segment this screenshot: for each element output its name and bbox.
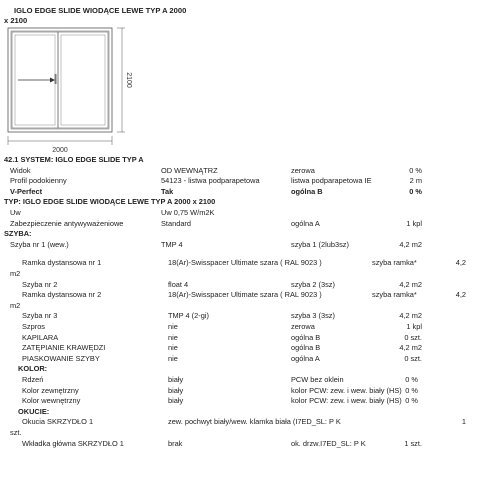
row-extra: ogólna B: [291, 186, 323, 196]
row-qty: 4,2 m2: [399, 239, 422, 249]
row-qty: 0 %: [409, 186, 422, 196]
row-unit-wrap: m2: [10, 300, 21, 310]
row-value: float 4: [168, 279, 189, 289]
row-extra: ogólna A: [291, 353, 320, 363]
row-label: Szyba nr 1 (wew.): [10, 239, 69, 249]
row-label: Uw: [10, 208, 21, 217]
document-title: IGLO EDGE SLIDE WIODĄCE LEWE TYP A 2000: [14, 6, 187, 15]
row-value: Tak: [161, 186, 174, 196]
row-value: Standard: [161, 218, 191, 228]
row-qty: 0 %: [409, 165, 422, 175]
row-label: Kolor zewnętrzny: [22, 385, 79, 395]
row-label: KAPILARA: [22, 332, 59, 342]
window-drawing: [0, 24, 140, 154]
row-label: Wkładka główna SKRZYDŁO 1: [22, 438, 124, 448]
right-glass: [61, 35, 105, 125]
row-label: Ramka dystansowa nr 2: [22, 290, 102, 300]
row-qty: 4,2 m2: [399, 279, 422, 289]
row-extra: szyba 2 (3sz): [291, 279, 335, 289]
row-extra: szyba 3 (3sz): [291, 311, 335, 321]
row-qty: 0 %: [405, 396, 418, 406]
row-extra: szyba ramka*: [372, 290, 417, 300]
row-value: biały: [168, 396, 184, 406]
row-value: 54123 - listwa podparapetowa: [161, 176, 260, 186]
row-unit-wrap: szt.: [10, 428, 22, 437]
row-label: Szyba nr 3: [22, 311, 58, 321]
row-qty: 0 %: [405, 385, 418, 395]
row-qty: 1: [461, 417, 466, 427]
row-label: Rdzeń: [22, 375, 44, 384]
fittings-heading: OKUCIE:: [18, 406, 50, 416]
slide-arrow-head: [50, 78, 55, 83]
row-label: PIASKOWANIE SZYBY: [22, 353, 100, 363]
row-value: nie: [168, 322, 178, 331]
row-label: Szyba nr 2: [22, 279, 58, 289]
row-value: nie: [168, 343, 178, 353]
row-unit-wrap: m2: [10, 269, 21, 278]
row-value: 18(Ar)-Swisspacer Ultimate szara ( RAL 9023 ): [168, 258, 322, 268]
row-value: TMP 4 (2-gi): [168, 311, 209, 321]
width-dimension-label: 2000: [52, 147, 68, 154]
row-value: nie: [168, 353, 178, 363]
row-extra: PCW bez oklein: [291, 375, 344, 384]
row-extra: ogólna B: [291, 332, 321, 342]
row-extra: szyba 1 (2lub3sz): [291, 239, 349, 249]
row-extra: listwa podparapetowa IE: [291, 176, 372, 186]
row-value: biały: [168, 375, 184, 384]
row-qty: 2 m: [409, 176, 422, 186]
row-qty: 1 szt.: [404, 438, 422, 448]
row-qty: 4,2 m2: [399, 343, 422, 353]
row-label: Ramka dystansowa nr 1: [22, 258, 102, 268]
row-extra: kolor PCW: zew. i wew. biały (HS): [291, 385, 402, 395]
row-value: nie: [168, 332, 178, 342]
row-value: brak: [168, 438, 183, 448]
row-qty: 0 szt.: [404, 353, 422, 363]
row-label: Widok: [10, 165, 31, 175]
color-heading: KOLOR:: [18, 364, 48, 374]
row-value: OD WEWNĄTRZ: [161, 165, 218, 175]
row-value: zew. pochwyt biały/wew. klamka biała (I7ED_SL: P K: [168, 417, 341, 427]
row-value: 18(Ar)-Swisspacer Ultimate szara ( RAL 9023 ): [168, 290, 322, 300]
row-qty: 4,2 m2: [399, 311, 422, 321]
row-extra: ogólna B: [291, 343, 321, 353]
row-qty: 1 kpl: [406, 322, 422, 331]
row-extra: ok. drzw.I7ED_SL: P K: [291, 438, 366, 448]
handle-icon: [55, 74, 57, 84]
row-extra: zerowa: [291, 322, 315, 331]
row-label: ZATĘPIANIE KRAWĘDZI: [22, 343, 106, 353]
row-label: Profil podokienny: [10, 176, 67, 186]
row-label: Okucia SKRZYDŁO 1: [22, 417, 94, 427]
row-label: V-Perfect: [10, 186, 43, 196]
row-qty: 4,2: [455, 290, 466, 300]
row-label: Zabezpieczenie antywyważeniowe: [10, 218, 124, 228]
row-qty: 1 kpl: [406, 218, 422, 228]
right-sash: [58, 32, 108, 128]
row-extra: zerowa: [291, 165, 315, 175]
row-label: Kolor wewnętrzny: [22, 396, 81, 406]
glass-heading: SZYBA:: [4, 229, 32, 239]
document-size: x 2100: [4, 16, 28, 25]
height-dimension-label: 2100: [125, 72, 132, 88]
row-extra: ogólna A: [291, 218, 320, 228]
row-value: biały: [168, 385, 184, 395]
row-value: TMP 4: [161, 239, 183, 249]
row-qty: 0 %: [405, 375, 418, 384]
row-extra: kolor PCW: zew. i wew. biały (HS): [291, 396, 402, 406]
row-qty: 4,2: [455, 258, 466, 268]
system-heading: 42.1 SYSTEM: IGLO EDGE SLIDE TYP A: [4, 155, 144, 164]
row-qty: 0 szt.: [404, 332, 422, 342]
row-value: Uw 0,75 W/m2K: [161, 208, 215, 217]
type-heading: TYP: IGLO EDGE SLIDE WIODĄCE LEWE TYP A 2000 x 2100: [4, 197, 216, 207]
row-extra: szyba ramka*: [372, 258, 417, 268]
row-label: Szpros: [22, 322, 46, 331]
